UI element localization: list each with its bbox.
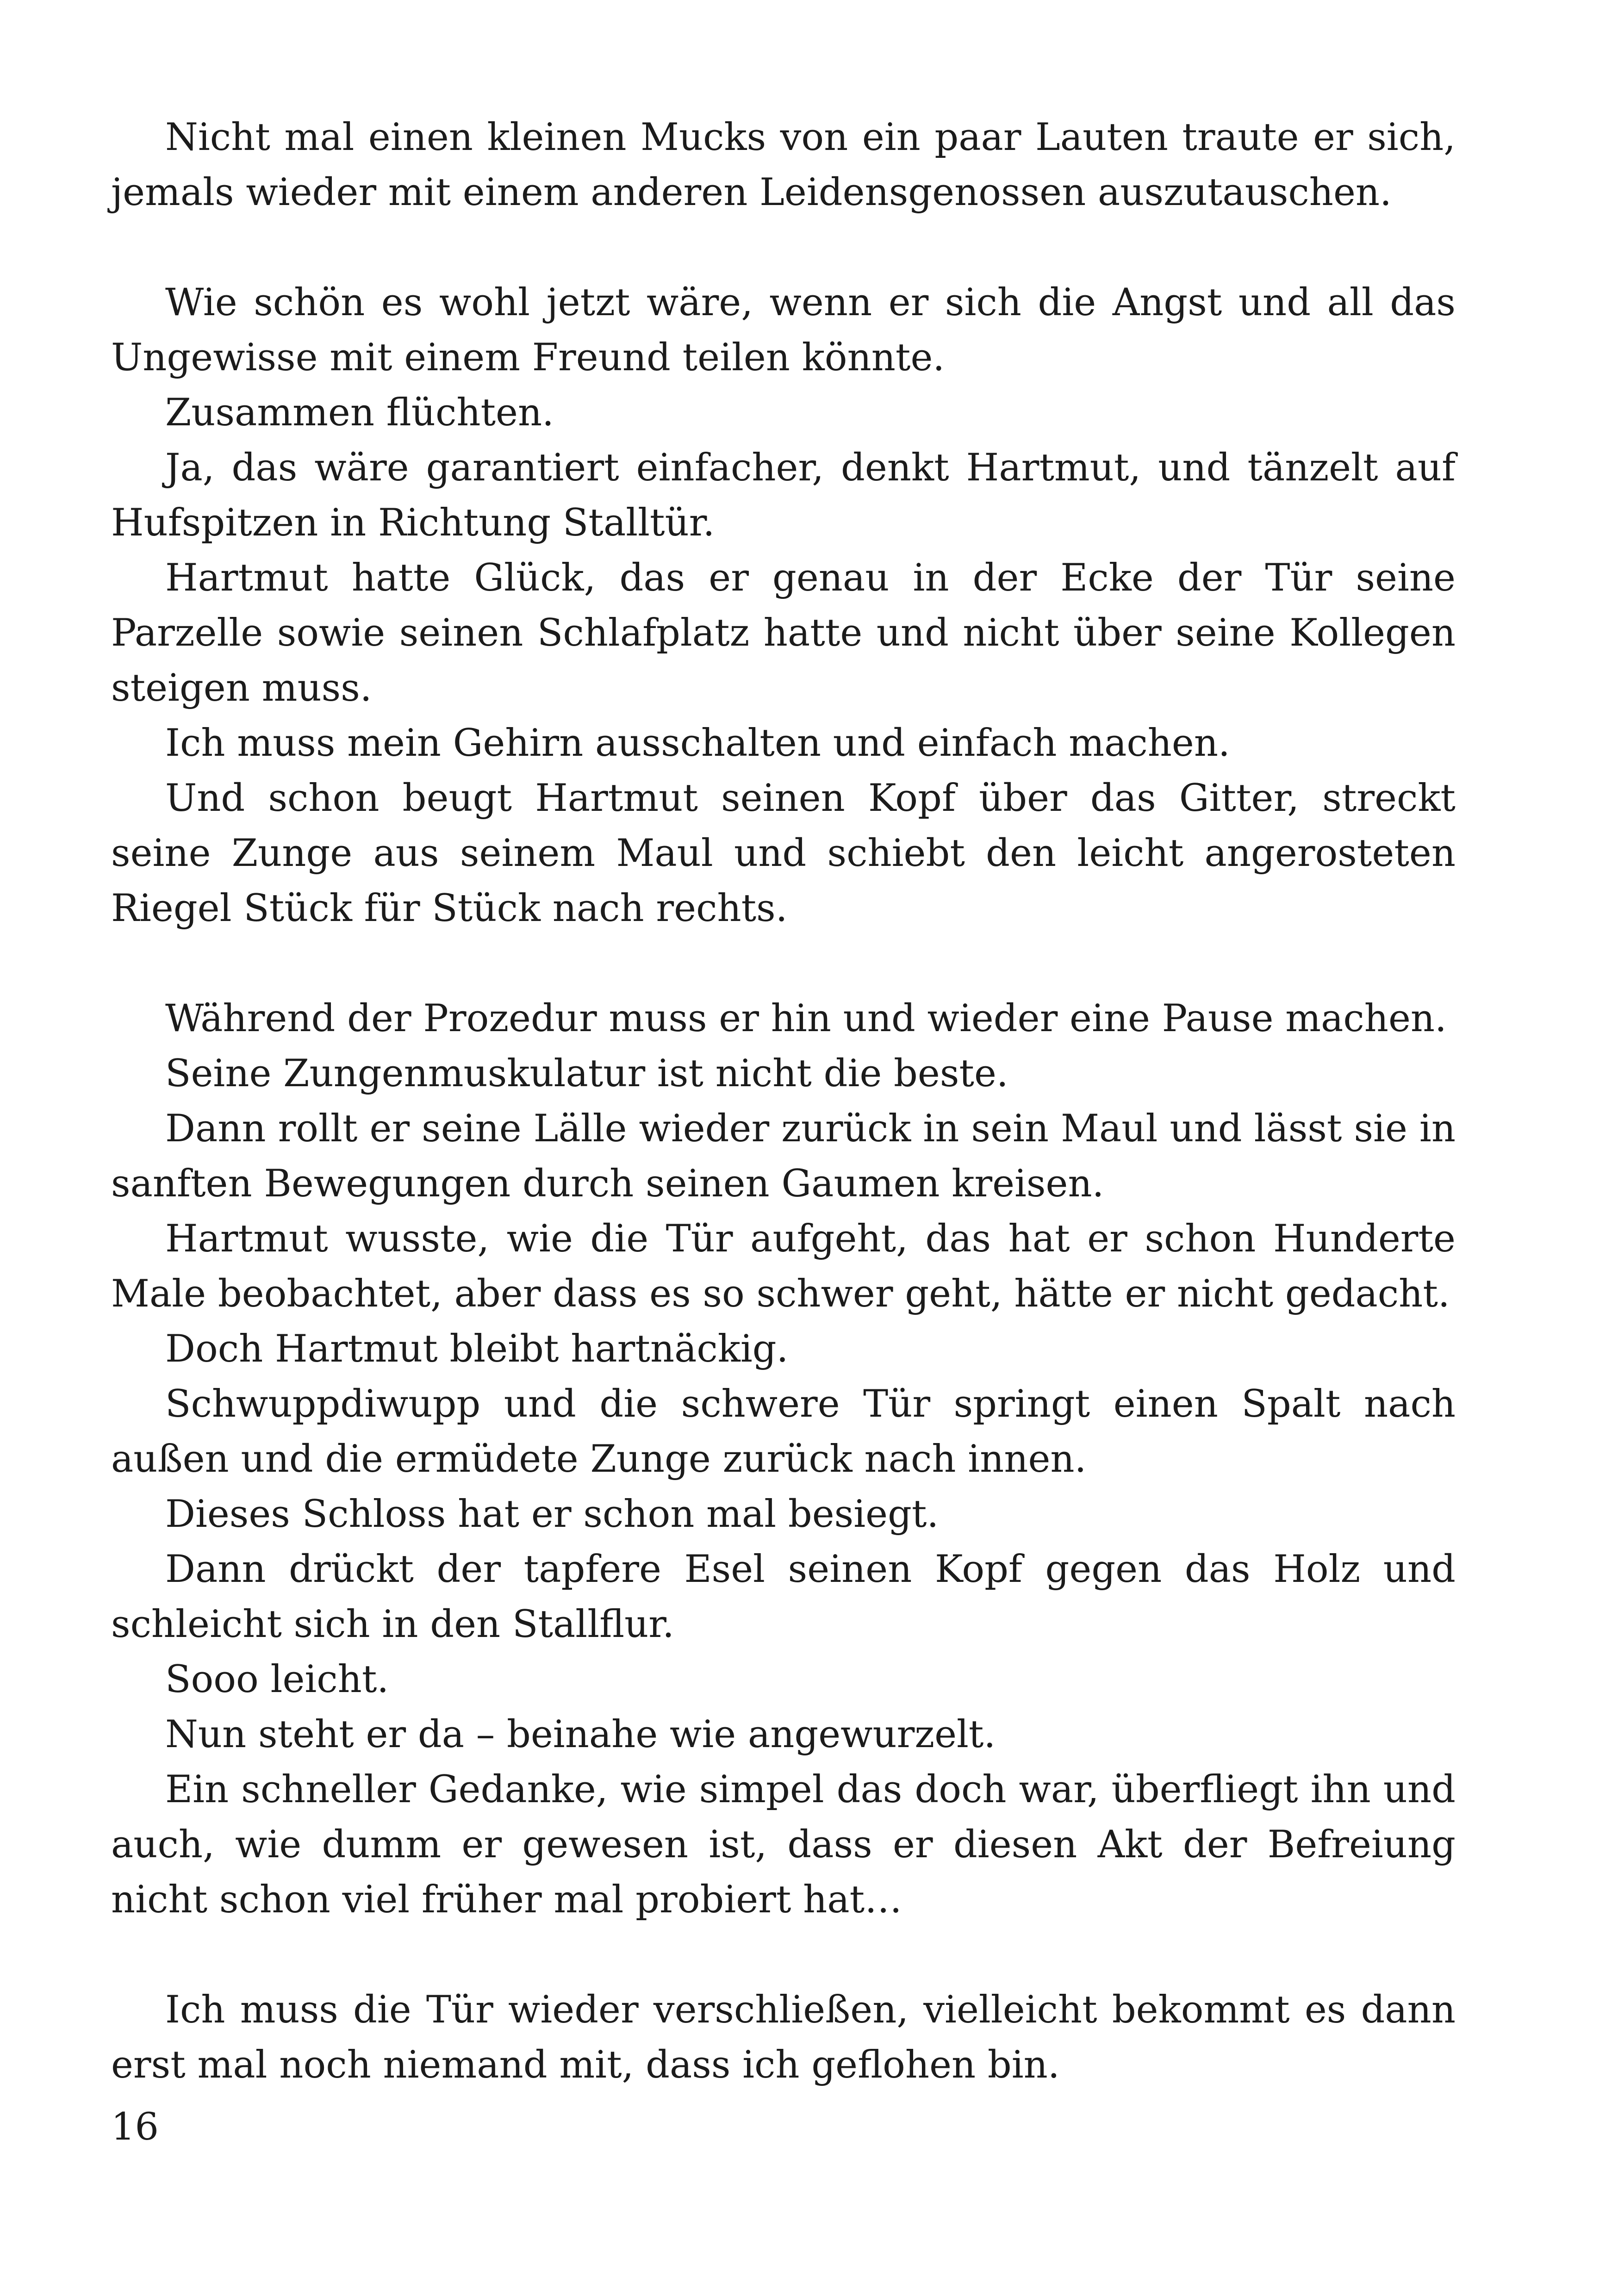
- paragraph: Hartmut hatte Glück, das er genau in der Ecke der Tür seine Parzelle sowie seinen Schlafplatz hatte und nicht über seine Kollegen steigen muss.: [111, 556, 1456, 710]
- paragraph: Dieses Schloss hat er schon mal besiegt.: [165, 1493, 939, 1536]
- paragraph: Sooo leicht.: [165, 1658, 389, 1701]
- paragraph: Hartmut wusste, wie die Tür aufgeht, das hat er schon Hunderte Male beobachtet, aber dass es so schwer geht, hätte er nicht gedacht.: [111, 1217, 1456, 1316]
- paragraph: Nun steht er da – beinahe wie angewurzelt.: [165, 1713, 996, 1756]
- paragraph-gap: [111, 1928, 1456, 1983]
- paragraph: Und schon beugt Hartmut seinen Kopf über das Gitter, streckt seine Zunge aus seinem Maul und schiebt den leicht angerosteten Riegel Stück für Stück nach rechts.: [111, 777, 1456, 930]
- paragraph: Schwuppdiwupp und die schwere Tür springt einen Spalt nach außen und die ermüdete Zunge zurück nach innen.: [111, 1382, 1456, 1481]
- paragraph-gap: [111, 220, 1456, 275]
- paragraph: Dann drückt der tapfere Esel seinen Kopf gegen das Holz und schleicht sich in den Stallflur.: [111, 1548, 1456, 1646]
- paragraph: Ja, das wäre garantiert einfacher, denkt Hartmut, und tänzelt auf Hufspitzen in Richtung Stalltür.: [111, 446, 1456, 545]
- paragraph: Ich muss die Tür wieder verschließen, vielleicht bekommt es dann erst mal noch niemand mit, dass ich geflohen bin.: [111, 1988, 1456, 2087]
- paragraph: Seine Zungenmuskulatur ist nicht die beste.: [165, 1052, 1008, 1095]
- paragraph: Dann rollt er seine Lälle wieder zurück in sein Maul und lässt sie in sanften Bewegungen durch seinen Gaumen kreisen.: [111, 1107, 1456, 1206]
- paragraph: Wie schön es wohl jetzt wäre, wenn er sich die Angst und all das Ungewisse mit einem Freund teilen könnte.: [111, 281, 1456, 380]
- body-text: [111, 110, 1456, 2093]
- paragraph: Zusammen flüchten.: [165, 391, 554, 435]
- paragraph-gap: [111, 936, 1456, 991]
- paragraph: Ein schneller Gedanke, wie simpel das doch war, überfliegt ihn und auch, wie dumm er gewesen ist, dass er diesen Akt der Befreiung nicht schon viel früher mal probiert hat…: [111, 1768, 1456, 1922]
- page-number: 16: [111, 2105, 159, 2149]
- paragraph: Doch Hartmut bleibt hartnäckig.: [165, 1327, 789, 1371]
- paragraph: Ich muss mein Gehirn ausschalten und einfach machen.: [165, 722, 1230, 765]
- paragraph: Während der Prozedur muss er hin und wieder eine Pause machen.: [165, 997, 1447, 1040]
- paragraph: Nicht mal einen kleinen Mucks von ein paar Lauten traute er sich, jemals wieder mit einem anderen Leidensgenossen auszutauschen.: [111, 116, 1456, 214]
